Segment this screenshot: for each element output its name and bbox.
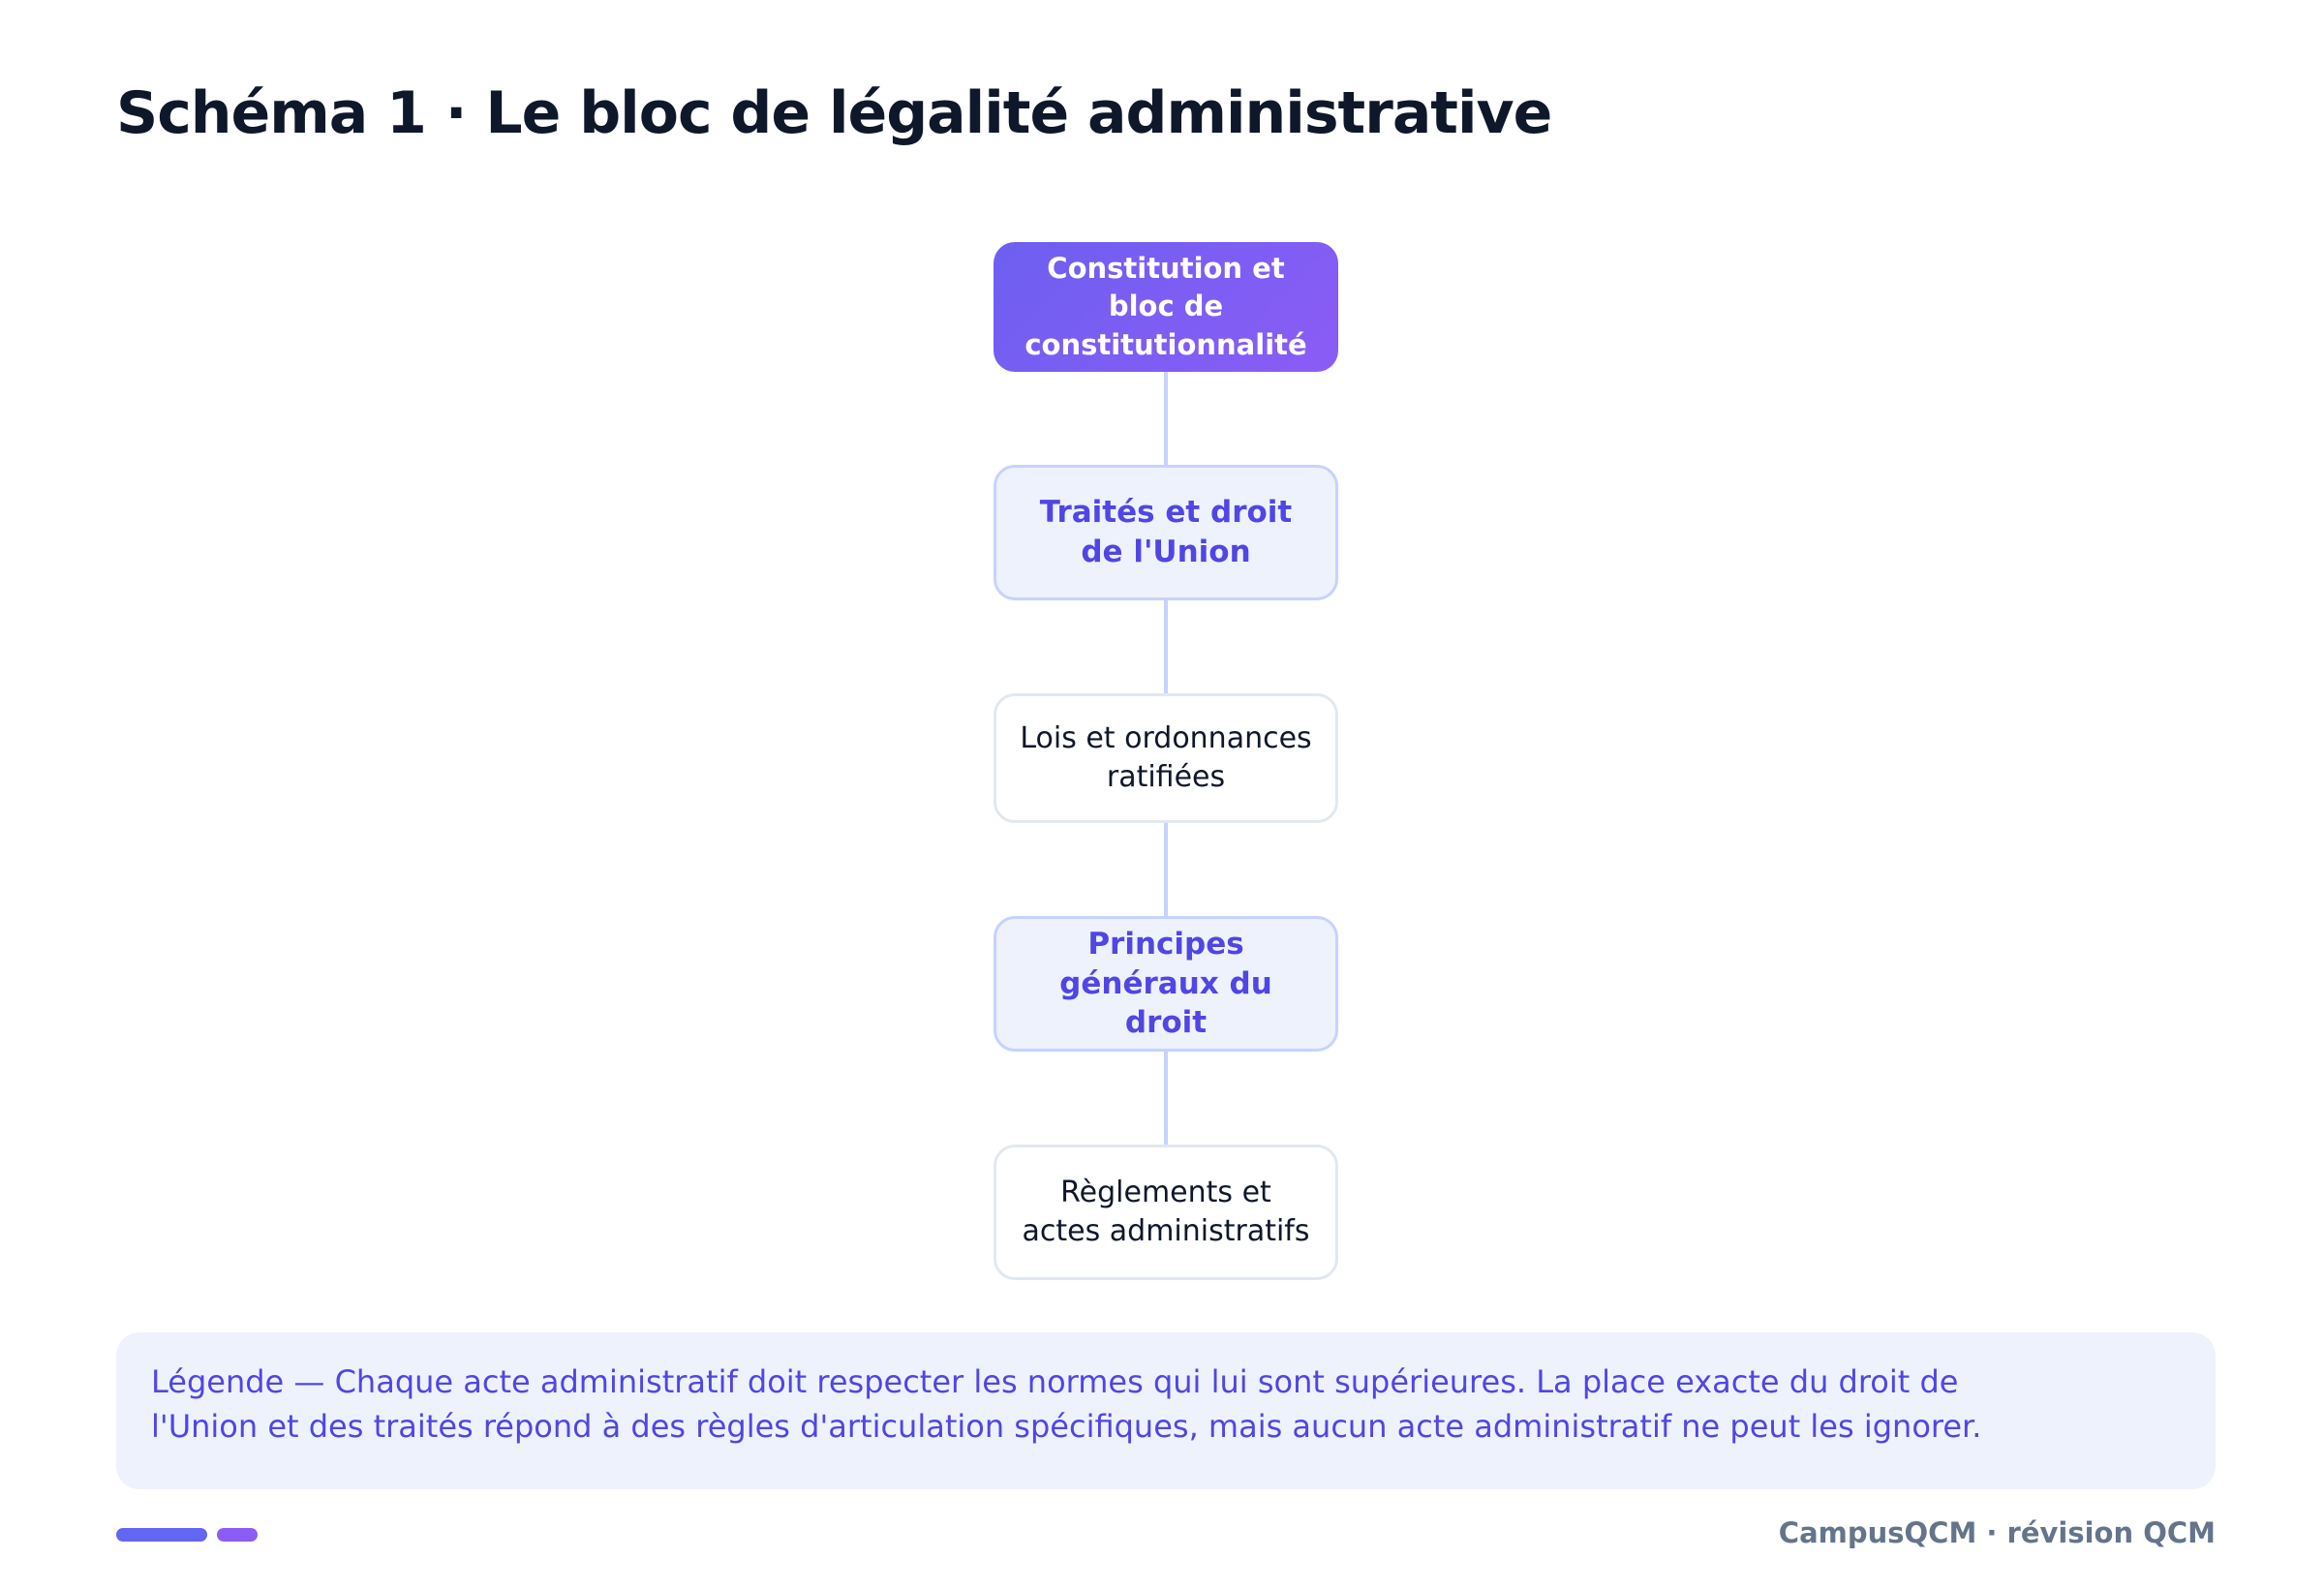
connector-line: [1164, 600, 1168, 693]
hierarchy-node-label: Principes généraux du droit: [1059, 926, 1272, 1041]
hierarchy-node-constitution: [994, 242, 1338, 372]
hierarchy-node-principes: [994, 916, 1338, 1052]
legend-text: Légende — Chaque acte administratif doit respecter les normes qui lui sont supérieures. La place exacte du droit de l'Union et des traités répond à des règles d'articulation spécifiques, mais aucun acte administratif ne peut les ignorer.: [151, 1363, 1982, 1445]
connector-line: [1164, 1052, 1168, 1145]
legend-box: [116, 1332, 2216, 1489]
decorative-pill: [116, 1528, 207, 1542]
hierarchy-node-label: Constitution et bloc de constitutionnalité: [1024, 251, 1307, 361]
page-title: Schéma 1 · Le bloc de légalité administrative: [116, 79, 1552, 147]
hierarchy-node-traites: [994, 465, 1338, 600]
connector-line: [1164, 372, 1168, 465]
connector-line: [1164, 823, 1168, 916]
footer-brand: CampusQCM · révision QCM: [1778, 1516, 2216, 1549]
hierarchy-node-label: Règlements et actes administratifs: [1022, 1176, 1310, 1248]
hierarchy-node-reglements: [994, 1145, 1338, 1280]
hierarchy-node-label: Lois et ordonnances ratifiées: [1020, 721, 1312, 794]
decorative-pill: [217, 1528, 258, 1542]
hierarchy-node-label: Traités et droit de l'Union: [1039, 495, 1293, 569]
hierarchy-node-lois: [994, 693, 1338, 823]
